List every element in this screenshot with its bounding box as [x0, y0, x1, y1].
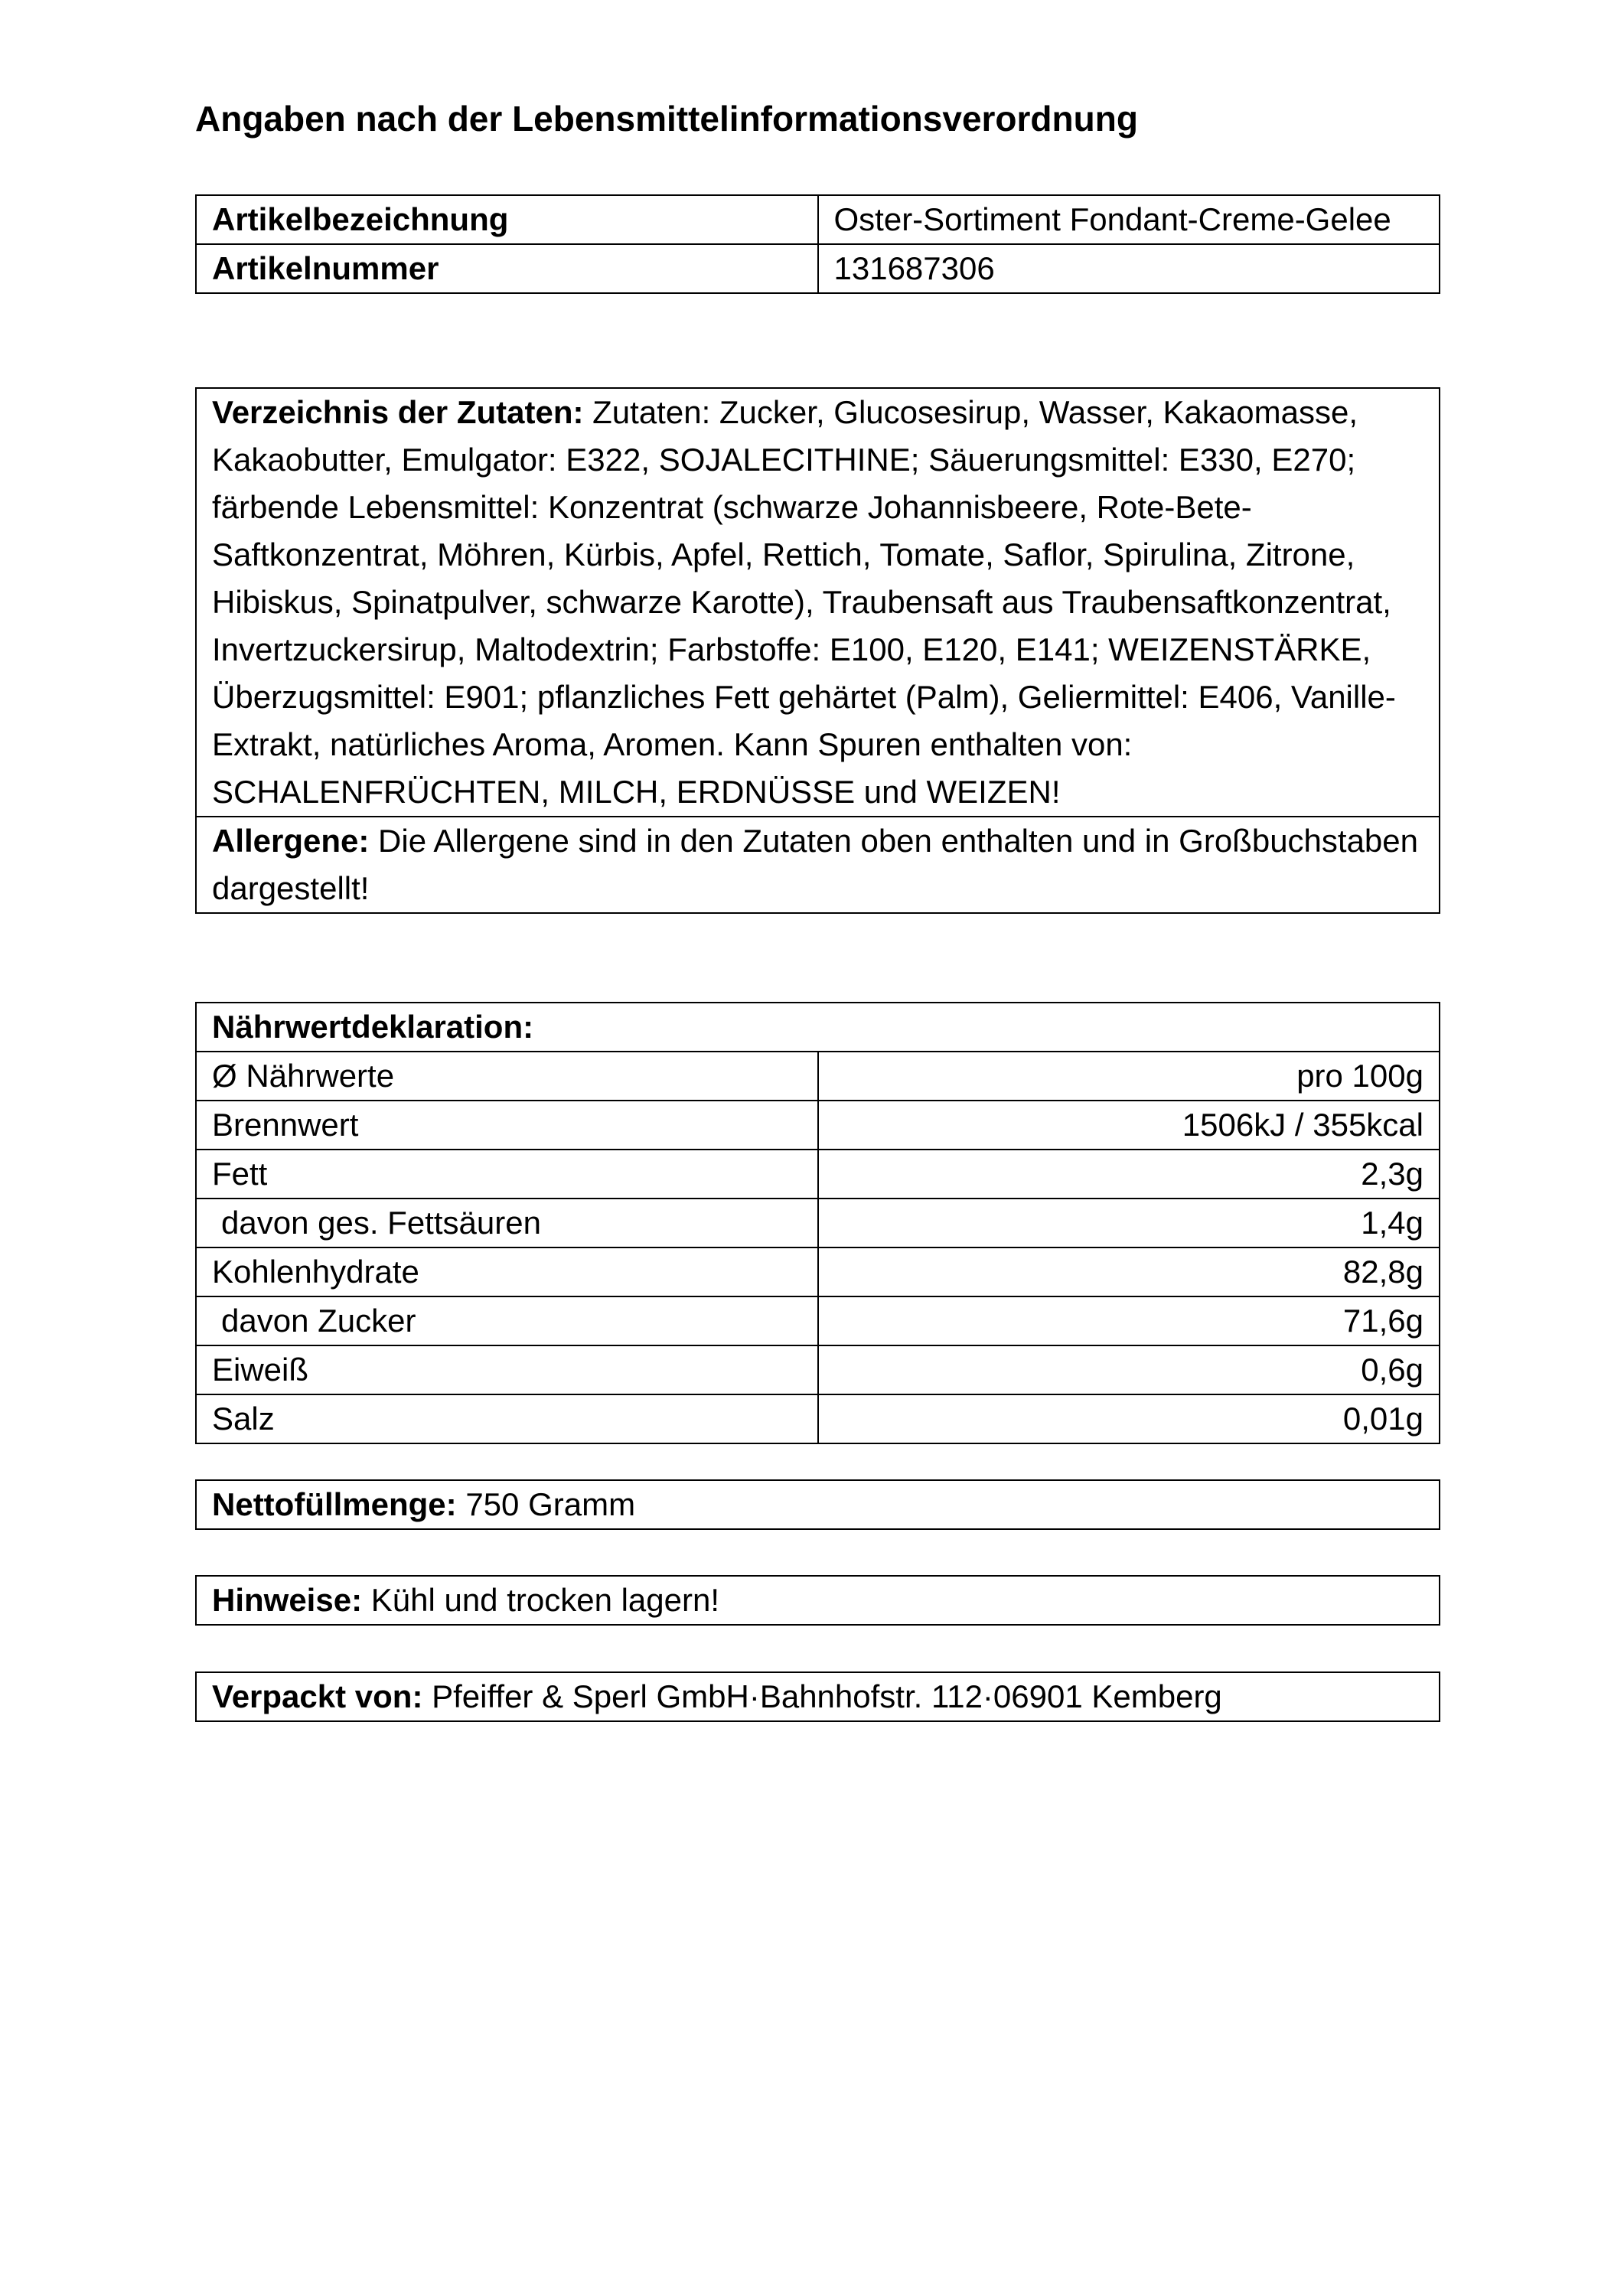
packed-by-table — [195, 1671, 1440, 1722]
packed-by-cell — [196, 1672, 1440, 1721]
nutrition-label-saturated-fat: davon ges. Fettsäuren — [196, 1199, 818, 1247]
nutrition-value-salt: 0,01g — [818, 1394, 1440, 1443]
net-quantity-cell — [196, 1480, 1440, 1529]
nutrition-value-carbohydrates: 82,8g — [818, 1247, 1440, 1296]
ingredients-cell — [196, 388, 1440, 817]
allergens-row — [196, 817, 1440, 913]
nutrition-heading-row — [196, 1003, 1440, 1052]
notes-table — [195, 1575, 1440, 1626]
nutrition-label-average: Ø Nährwerte — [196, 1052, 818, 1101]
nutrition-value-protein: 0,6g — [818, 1345, 1440, 1394]
allergens-text: Die Allergene sind in den Zutaten oben enthalten und in Großbuchstaben dargestellt! — [212, 823, 1419, 906]
nutrition-label-salt: Salz — [196, 1394, 818, 1443]
nutrition-value-fat: 2,3g — [818, 1150, 1440, 1199]
article-name-row — [196, 195, 1440, 244]
table-row — [196, 1199, 1440, 1247]
nutrition-label-carbohydrates: Kohlenhydrate — [196, 1247, 818, 1296]
table-row — [196, 1394, 1440, 1443]
nutrition-label-fat: Fett — [196, 1150, 818, 1199]
page-title: Angaben nach der Lebensmittelinformationsverordnung — [195, 99, 1138, 139]
allergens-cell — [196, 817, 1440, 913]
notes-row — [196, 1576, 1440, 1625]
ingredients-text: Zutaten: Zucker, Glucosesirup, Wasser, Kakaomasse, Kakaobutter, Emulgator: E322, SOJALECITHINE; Säuerungsmittel: E330, E270; färbende Lebensmittel: Konzentrat (schwarze Johannisbeere, Rote-Bete-Saftkonzentrat, Möhren, Kürbis, Apfel, Rettich, Tomate, Saflor, Spirulina, Zitrone, Hibiskus, Spinatpulver, schwarze Karotte), Traubensaft aus Traubensaftkonzentrat, Invertzuckersirup, Maltodextrin; Farbstoffe: E100, E120, E141; WEIZENSTÄRKE, Überzugsmittel: E901; pflanzliches Fett gehärtet (Palm), Geliermittel: E406, Vanille-Extrakt, natürliches Aroma, Aromen. Kann Spuren enthalten von: SCHALENFRÜCHTEN, MILCH, ERDNÜSSE und WEIZEN! — [212, 394, 1396, 810]
notes-value: Kühl und trocken lagern! — [362, 1582, 720, 1618]
nutrition-label-energy: Brennwert — [196, 1101, 818, 1150]
article-number-row — [196, 244, 1440, 293]
ingredients-row — [196, 388, 1440, 817]
article-number-value: 131687306 — [818, 244, 1440, 293]
table-row — [196, 1052, 1440, 1101]
nutrition-value-average: pro 100g — [818, 1052, 1440, 1101]
packed-by-label: Verpackt von: — [212, 1678, 423, 1714]
allergens-label: Allergene: — [212, 823, 370, 859]
net-quantity-label: Nettofüllmenge: — [212, 1486, 457, 1522]
notes-cell — [196, 1576, 1440, 1625]
nutrition-value-saturated-fat: 1,4g — [818, 1199, 1440, 1247]
article-number-label: Artikelnummer — [196, 244, 818, 293]
nutrition-value-energy: 1506kJ / 355kcal — [818, 1101, 1440, 1150]
table-row — [196, 1345, 1440, 1394]
article-name-label: Artikelbezeichnung — [196, 195, 818, 244]
net-quantity-row — [196, 1480, 1440, 1529]
table-row — [196, 1247, 1440, 1296]
table-row — [196, 1296, 1440, 1345]
ingredients-label: Verzeichnis der Zutaten: — [212, 394, 584, 430]
table-row — [196, 1150, 1440, 1199]
net-quantity-value: 750 Gramm — [456, 1486, 636, 1522]
nutrition-value-sugar: 71,6g — [818, 1296, 1440, 1345]
ingredients-table — [195, 387, 1440, 914]
nutrition-table — [195, 1002, 1440, 1444]
packed-by-value: Pfeiffer & Sperl GmbH·Bahnhofstr. 112·06901 Kemberg — [422, 1678, 1222, 1714]
packed-by-row — [196, 1672, 1440, 1721]
nutrition-heading: Nährwertdeklaration: — [196, 1003, 1440, 1052]
nutrition-label-protein: Eiweiß — [196, 1345, 818, 1394]
article-table — [195, 194, 1440, 294]
net-quantity-table — [195, 1479, 1440, 1530]
nutrition-label-sugar: davon Zucker — [196, 1296, 818, 1345]
article-name-value: Oster-Sortiment Fondant-Creme-Gelee — [818, 195, 1440, 244]
table-row — [196, 1101, 1440, 1150]
notes-label: Hinweise: — [212, 1582, 363, 1618]
